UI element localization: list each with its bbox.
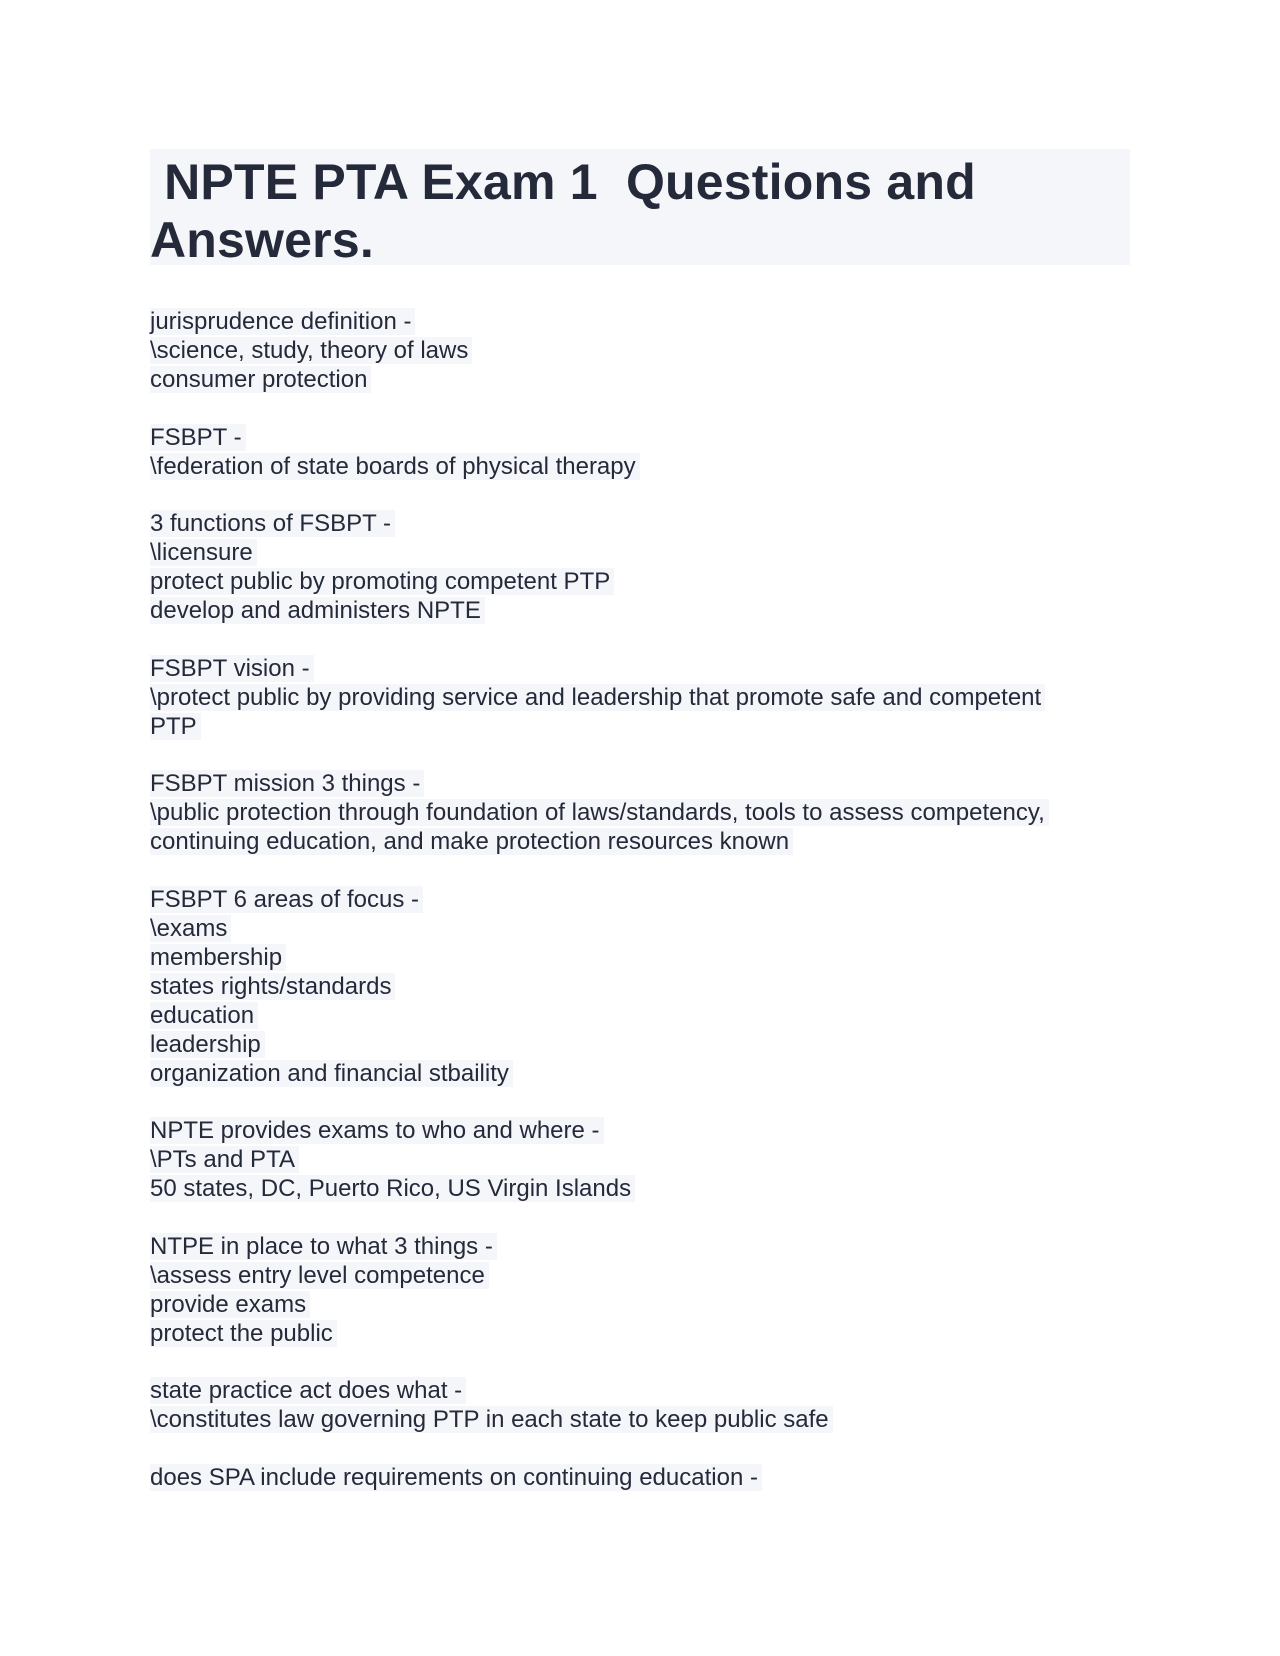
qa-question [150, 1463, 1130, 1492]
qa-text: \protect public by providing service and leadership that promote safe and competent [150, 684, 1045, 711]
qa-answer-line [150, 567, 1130, 596]
qa-question [150, 1232, 1130, 1261]
qa-answer-line [150, 914, 1130, 943]
qa-question [150, 885, 1130, 914]
document-title [150, 149, 1130, 268]
qa-text: consumer protection [150, 366, 371, 393]
qa-answer-line [150, 827, 1130, 856]
document-page [150, 149, 1130, 1520]
qa-item [150, 423, 1130, 481]
qa-text: \PTs and PTA [150, 1146, 299, 1173]
qa-text: PTP [150, 713, 201, 740]
title-line-1: NPTE PTA Exam 1 Questions and [150, 154, 976, 210]
qa-list [150, 307, 1130, 1492]
qa-answer-line [150, 1030, 1130, 1059]
qa-answer-line [150, 1174, 1130, 1203]
qa-question [150, 1376, 1130, 1405]
qa-answer-line [150, 1059, 1130, 1088]
qa-text: membership [150, 944, 286, 971]
qa-answer-line [150, 596, 1130, 625]
qa-answer-line [150, 1261, 1130, 1290]
qa-text: protect public by promoting competent PTP [150, 568, 614, 595]
qa-text: FSBPT - [150, 424, 246, 451]
qa-text: states rights/standards [150, 973, 395, 1000]
qa-item [150, 1116, 1130, 1203]
title-line-2: Answers. [150, 212, 374, 268]
qa-answer-line [150, 1405, 1130, 1434]
qa-item [150, 885, 1130, 1088]
qa-answer-line [150, 712, 1130, 741]
qa-question [150, 307, 1130, 336]
qa-item [150, 1232, 1130, 1348]
qa-text: state practice act does what - [150, 1377, 466, 1404]
qa-answer-line [150, 972, 1130, 1001]
qa-answer-line [150, 1001, 1130, 1030]
qa-item [150, 1376, 1130, 1434]
qa-answer-line [150, 798, 1130, 827]
qa-item [150, 654, 1130, 741]
qa-answer-line [150, 943, 1130, 972]
qa-item [150, 509, 1130, 625]
qa-text: organization and financial stbaility [150, 1060, 513, 1087]
qa-text: FSBPT vision - [150, 655, 314, 682]
qa-text: provide exams [150, 1291, 310, 1318]
qa-text: \science, study, theory of laws [150, 337, 472, 364]
qa-text: \exams [150, 915, 231, 942]
qa-item [150, 307, 1130, 394]
qa-item [150, 769, 1130, 856]
qa-answer-line [150, 452, 1130, 481]
qa-text: protect the public [150, 1320, 337, 1347]
qa-text: FSBPT 6 areas of focus - [150, 886, 423, 913]
qa-text: jurisprudence definition - [150, 308, 415, 335]
qa-answer-line [150, 1319, 1130, 1348]
qa-item [150, 1463, 1130, 1492]
qa-answer-line [150, 365, 1130, 394]
qa-question [150, 1116, 1130, 1145]
qa-text: \federation of state boards of physical therapy [150, 453, 640, 480]
qa-text: \public protection through foundation of laws/standards, tools to assess competency, [150, 799, 1049, 826]
qa-answer-line [150, 538, 1130, 567]
qa-text: \constitutes law governing PTP in each state to keep public safe [150, 1406, 833, 1433]
qa-question [150, 654, 1130, 683]
qa-text: leadership [150, 1031, 265, 1058]
qa-question [150, 509, 1130, 538]
qa-text: continuing education, and make protection resources known [150, 828, 793, 855]
qa-text: 3 functions of FSBPT - [150, 510, 395, 537]
qa-text: 50 states, DC, Puerto Rico, US Virgin Islands [150, 1175, 635, 1202]
qa-question [150, 769, 1130, 798]
qa-text: \licensure [150, 539, 257, 566]
qa-answer-line [150, 336, 1130, 365]
qa-text: develop and administers NPTE [150, 597, 485, 624]
qa-text: \assess entry level competence [150, 1262, 489, 1289]
qa-text: NPTE provides exams to who and where - [150, 1117, 604, 1144]
qa-answer-line [150, 683, 1130, 712]
qa-answer-line [150, 1290, 1130, 1319]
qa-text: education [150, 1002, 258, 1029]
qa-text: NTPE in place to what 3 things - [150, 1233, 497, 1260]
qa-text: does SPA include requirements on continuing education - [150, 1464, 762, 1491]
qa-question [150, 423, 1130, 452]
qa-answer-line [150, 1145, 1130, 1174]
qa-text: FSBPT mission 3 things - [150, 770, 424, 797]
